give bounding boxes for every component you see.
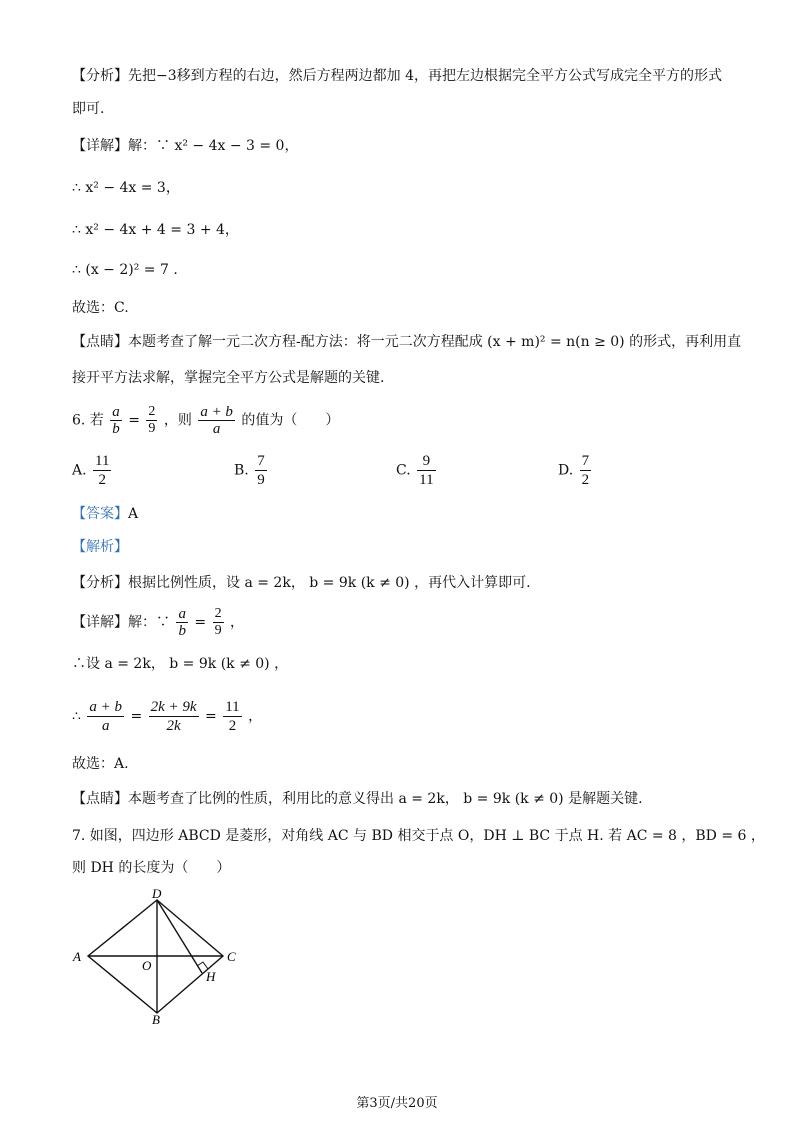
q6-option-d: D. $\frac{7}{2}$ — [558, 453, 590, 488]
q6-detail: 【详解】解：∵ $\frac{a}{b}$ = $\frac{2}{9}$ ， — [72, 606, 245, 639]
q6-calc: ∴ $\frac{a + b}{a}$ = $\frac{2k + 9k}{2k}$ = $\frac{11}{2}$ ， — [72, 699, 263, 734]
q6-eq: = — [128, 412, 140, 429]
q7-line2: 则 DH 的长度为（ ） — [72, 860, 231, 876]
q6-jiexi-tag: 【解析】 — [72, 539, 128, 555]
q6-cond-value: $\frac{2}{9}$ — [148, 404, 156, 436]
label-c: C — [227, 949, 236, 964]
label-a: A — [73, 949, 81, 964]
prev-analysis-cont: 即可. — [72, 101, 105, 117]
q6-choice: 故选：A. — [72, 756, 129, 772]
prev-choice: 故选：C. — [72, 300, 129, 316]
q6-option-a: A. $\frac{11}{2}$ — [72, 453, 110, 488]
segment-dh — [157, 900, 202, 973]
prev-detail: 【详解】解：∵ x² − 4x − 3 = 0， — [72, 138, 299, 154]
label-d: D — [152, 886, 162, 901]
page-footer: 第3页/共20页 — [356, 1096, 438, 1111]
q6-option-c: C. $\frac{9}{11}$ — [396, 453, 434, 488]
q6-expr-fraction: $\frac{a + b}{a}$ — [200, 404, 233, 437]
prev-comment: 【点睛】本题考查了解一元二次方程-配方法：将一元二次方程配成 (x + m)² = n(n ≥ 0) 的形式，再利用直 — [72, 334, 742, 350]
q6-option-b: B. $\frac{7}{9}$ — [234, 453, 265, 488]
q6-stem — [72, 404, 339, 437]
answer-value: A — [128, 506, 139, 522]
q6-mid: ，则 — [163, 412, 192, 429]
q7-line1: 7. 如图，四边形 ABCD 是菱形，对角线 AC 与 BD 相交于点 O，DH ⊥ BC 于点 H. 若 AC = 8 ，BD = 6 ， — [72, 828, 765, 844]
answer-tag: 【答案】 — [72, 506, 128, 522]
label-b: B — [152, 1012, 160, 1026]
label-h: H — [206, 969, 216, 984]
q6-prefix: 6. 若 — [72, 412, 104, 429]
q6-answer — [72, 504, 138, 524]
q6-suffix: 的值为（ ） — [241, 412, 340, 429]
label-o: O — [142, 958, 152, 973]
prev-analysis: 【分析】先把−3移到方程的右边，然后方程两边都加 4，再把左边根据完全平方公式写成完全平方的形式 — [72, 68, 722, 84]
q6-set: ∴设 a = 2k， b = 9k (k ≠ 0) ， — [72, 656, 289, 672]
prev-step1: ∴ x² − 4x = 3， — [72, 180, 180, 196]
q6-analysis: 【分析】根据比例性质，设 a = 2k， b = 9k (k ≠ 0) ，再代入计算即可. — [72, 575, 531, 591]
q6-comment: 【点睛】本题考查了比例的性质，利用比的意义得出 a = 2k， b = 9k (k ≠ 0) 是解题关键. — [72, 791, 643, 807]
prev-comment-cont: 接开平方法求解，掌握完全平方公式是解题的关键. — [72, 370, 385, 386]
rhombus-figure — [66, 886, 256, 1026]
prev-step2: ∴ x² − 4x + 4 = 3 + 4， — [72, 222, 239, 238]
q6-cond-fraction: $\frac{a}{b}$ — [112, 404, 120, 437]
prev-step3: ∴ (x − 2)² = 7 . — [72, 262, 178, 278]
